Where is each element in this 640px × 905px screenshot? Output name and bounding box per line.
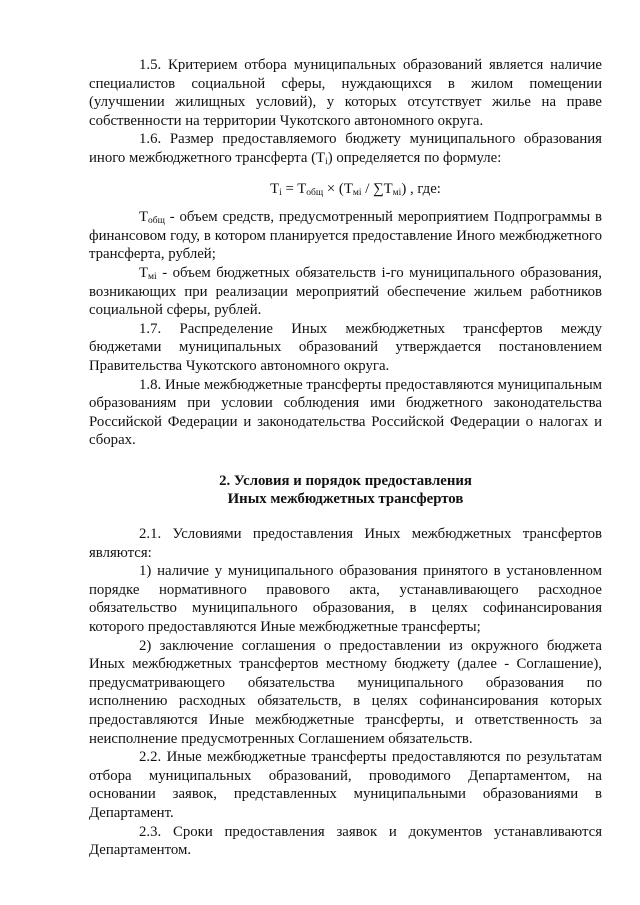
definition-t-mi-symbol: T — [139, 264, 149, 281]
paragraph-1-7: 1.7. Распределение Иных межбюджетных трансфертов между бюджетами муниципальных образований утверждается постановлением Правительства Чукотского автономного округа. — [89, 320, 602, 374]
document-page — [89, 56, 602, 860]
definition-t-obsch-text: - объем средств, предусмотренный мероприятием Подпрограммы в финансовом году, в котором планируется предоставление Иного межбюджетного трансферта, рублей; — [89, 209, 602, 263]
formula — [89, 180, 602, 199]
section-2-heading-line1: 2. Условия и порядок предоставления — [219, 472, 472, 489]
paragraph-1-6-subscript: i — [325, 156, 328, 167]
formula-obsch-sub: общ — [306, 187, 324, 198]
formula-mi-sub: мi — [352, 187, 362, 198]
definition-t-mi — [89, 264, 602, 320]
formula-t-sub: i — [279, 187, 282, 198]
formula-end: ) , где: — [401, 180, 441, 197]
definition-t-mi-sub: мi — [148, 271, 157, 282]
section-2-heading-line2: Иных межбюджетных трансфертов — [227, 491, 464, 508]
paragraph-2-1-item-2: 2) заключение соглашения о предоставлении из окружного бюджета Иных межбюджетных трансфертов местному бюджету (далее - Соглашение), предусматривающего обязательства муниципального образования по исполнению расходных обязательств, в целях софинансирования которых предоставляются Иные межбюджетные трансферты, и ответственность за неисполнение предусмотренных Соглашением обязательств. — [89, 637, 602, 747]
definition-t-obsch-sub: общ — [148, 216, 165, 227]
paragraph-2-1: 2.1. Условиями предоставления Иных межбюджетных трансфертов являются: — [89, 526, 602, 561]
definition-t-obsch — [89, 208, 602, 264]
paragraph-2-2: 2.2. Иные межбюджетные трансферты предоставляются по результатам отбора муниципальных образований, проводимого Департаментом, на основании заявок, представленных муниципальными образованиями в Департамент. — [89, 749, 602, 821]
formula-t: T — [270, 180, 280, 197]
formula-mi-sub2: мi — [392, 187, 402, 198]
definition-t-mi-text: - объем бюджетных обязательств i-го муниципального образования, возникающих при реализации мероприятий обеспечение жильем работников социальной сферы, рублей. — [89, 264, 602, 319]
formula-mid: × (T — [323, 180, 353, 197]
formula-div: / ∑T — [361, 180, 393, 197]
paragraph-2-3: 2.3. Сроки предоставления заявок и документов устанавливаются Департаментом. — [89, 823, 602, 859]
paragraph-1-8: 1.8. Иные межбюджетные трансферты предоставляются муниципальным образованиям при условии соблюдения ими бюджетного законодательства Российской Федерации и законодательства Российской Федерации о налогах и сборах. — [89, 376, 602, 449]
section-2-heading — [89, 472, 602, 509]
paragraph-1-6 — [89, 130, 602, 167]
paragraph-2-1-item-1: 1) наличие у муниципального образования принятого в установленном порядке нормативного правового акта, устанавливающего расходное обязательство муниципального образования, в целях софинансирования которого предоставляются Иные межбюджетные трансферты; — [89, 563, 602, 636]
paragraph-1-6-tail: ) определяется по формуле: — [327, 149, 502, 166]
paragraph-1-6-text: 1.6. Размер предоставляемого бюджету муниципального образования иного межбюджетного трансферта (T — [89, 131, 602, 166]
definition-t-obsch-symbol: T — [139, 209, 149, 226]
paragraph-1-5: 1.5. Критерием отбора муниципальных образований является наличие специалистов социальной сферы, нуждающихся в жилом помещении (улучшении жилищных условий), у которых отсутствует жилье на праве собственности на территории Чукотского автономного округа. — [89, 57, 602, 129]
formula-eq: = T — [281, 180, 307, 197]
